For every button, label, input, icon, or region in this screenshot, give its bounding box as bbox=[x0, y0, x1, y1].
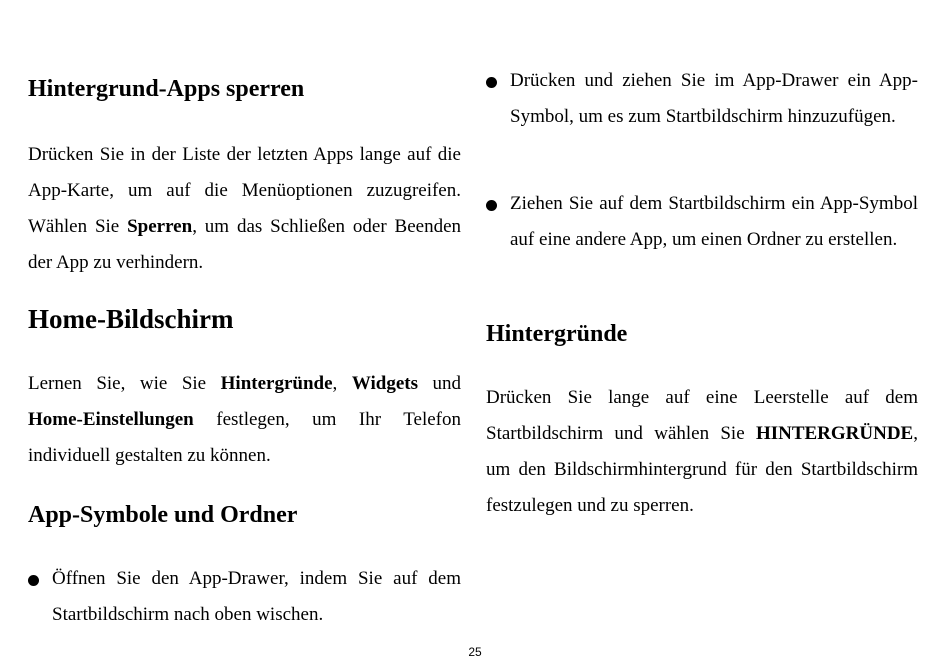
bullet-item bbox=[486, 186, 918, 258]
bullet-item bbox=[486, 63, 918, 135]
bold-term-home-einstellungen: Home-Einstellungen bbox=[28, 409, 194, 430]
bullet-dot-icon bbox=[486, 200, 497, 211]
bold-term-hintergruende-caps: HINTERGRÜNDE bbox=[755, 423, 914, 444]
paragraph-text: , bbox=[332, 373, 352, 394]
bullet-text: Drücken und ziehen Sie im App-Drawer ein App-Symbol, um es zum Startbildschirm hinzuzufügen. bbox=[510, 70, 918, 127]
heading-home-bildschirm: Home-Bildschirm bbox=[28, 304, 234, 334]
bullet-item bbox=[28, 561, 461, 633]
bullet-text: Ziehen Sie auf dem Startbildschirm ein App-Symbol auf eine andere App, um einen Ordner zu erstellen. bbox=[510, 193, 918, 250]
heading-app-symbole-und-ordner: App-Symbole und Ordner bbox=[28, 502, 298, 528]
bold-term-hintergruende: Hintergründe bbox=[220, 373, 333, 394]
bold-term-widgets: Widgets bbox=[351, 373, 418, 394]
bullet-dot-icon bbox=[486, 77, 497, 88]
bold-term-sperren: Sperren bbox=[127, 216, 193, 237]
paragraph-text: Lernen Sie, wie Sie bbox=[28, 373, 221, 394]
bullet-text: Öffnen Sie den App-Drawer, indem Sie auf dem Startbildschirm nach oben wischen. bbox=[52, 568, 461, 625]
paragraph-hintergrund-apps bbox=[28, 137, 461, 281]
heading-hintergrund-apps-sperren: Hintergrund-Apps sperren bbox=[28, 76, 305, 102]
heading-hintergruende: Hintergründe bbox=[486, 321, 628, 347]
bullet-dot-icon bbox=[28, 575, 39, 586]
paragraph-text: festlegen, um Ihr Telefon individuell gestalten zu können. bbox=[28, 409, 461, 466]
paragraph-hintergruende bbox=[486, 380, 918, 524]
paragraph-text: und bbox=[417, 373, 462, 394]
paragraph-text: Drücken Sie lange auf eine Leerstelle auf dem Startbildschirm und wählen Sie bbox=[486, 387, 918, 444]
paragraph-text: , um den Bildschirmhintergrund für den Startbildschirm festzulegen und zu sperren. bbox=[486, 423, 918, 516]
paragraph-text: , um das Schließen oder Beenden der App zu verhindern. bbox=[28, 216, 462, 273]
paragraph-home-bildschirm bbox=[28, 366, 461, 474]
paragraph-text: Drücken Sie in der Liste der letzten Apps lange auf die App-Karte, um auf die Menüoptionen zuzugreifen. Wählen Sie bbox=[28, 144, 461, 237]
page-number: 25 bbox=[468, 645, 482, 659]
